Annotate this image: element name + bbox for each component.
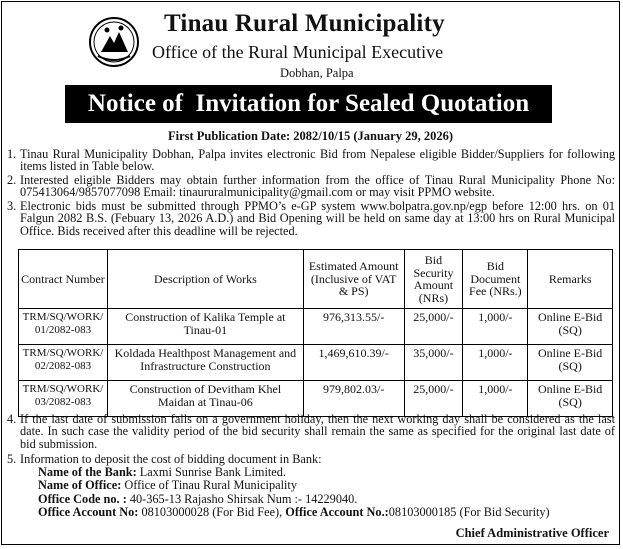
remarks: Online E-Bid (SQ) bbox=[528, 381, 613, 417]
office-name-label: Name of Office: bbox=[38, 478, 122, 492]
document-fee: 1,000/- bbox=[463, 309, 528, 345]
account-fee-value: 08103000028 (For Bid Fee), bbox=[138, 505, 286, 519]
remarks: Online E-Bid (SQ) bbox=[528, 345, 613, 381]
header-remarks: Remarks bbox=[528, 250, 613, 309]
paragraph-text: Electronic bids must be submitted through PPMO’s e-GP system www.bolpatra.gov.np/egp before 12:00 hrs. on 01 Falgun 2082 B.S. (Febuary 13, 2026 A.D.) and Bid Opening will be held on same day at 13:00 hrs on Rural Municipal Office. Bids received after this deadline will be rejected. bbox=[20, 199, 615, 238]
document-fee: 1,000/- bbox=[463, 381, 528, 417]
quotation-table bbox=[18, 249, 613, 417]
publication-date: First Publication Date: 2082/10/15 (January 29, 2026) bbox=[167, 129, 454, 143]
paragraph-text: Tinau Rural Municipality Dobhan, Palpa invites electronic Bid from Nepalese eligible Bidder/Suppliers for following items listed in Table below. bbox=[20, 147, 615, 174]
document-fee: 1,000/- bbox=[463, 345, 528, 381]
paragraph-text: If the last date of submission falls on a government holiday, then the next working day shall be considered as the last date. In such case the validity period of the bid security shall remain the same as specified for the original last date of bid submission. bbox=[20, 412, 615, 451]
paragraph-number: 4. bbox=[7, 412, 17, 426]
office-code-value: 40-365-13 Rajasho Shirsak Num :- 14229040. bbox=[126, 492, 358, 506]
remarks: Online E-Bid (SQ) bbox=[528, 309, 613, 345]
table-header-row bbox=[19, 250, 613, 309]
office-name-line bbox=[38, 479, 297, 493]
nepal-government-emblem-icon bbox=[88, 16, 140, 68]
paragraph-number: 2. bbox=[7, 173, 17, 187]
estimated-amount: 1,469,610.39/- bbox=[303, 345, 404, 381]
contract-number: TRM/SQ/WORK/ 02/2082-083 bbox=[19, 345, 108, 381]
paragraph-text: Information to deposit the cost of bidding document in Bank: bbox=[20, 452, 322, 466]
table-row bbox=[19, 309, 613, 345]
account-fee-label: Office Account No: bbox=[38, 505, 139, 519]
header-estimated-amount: Estimated Amount (Inclusive of VAT & PS) bbox=[303, 250, 404, 309]
paragraph-number: 3. bbox=[7, 199, 17, 213]
account-security-label: Office Account No.: bbox=[285, 505, 389, 519]
estimated-amount: 976,313.55/- bbox=[303, 309, 404, 345]
paragraph-2 bbox=[7, 173, 615, 200]
paragraph-4 bbox=[7, 412, 615, 451]
bank-name-label: Name of the Bank: bbox=[38, 465, 137, 479]
office-name: Office of the Rural Municipal Executive bbox=[152, 42, 444, 62]
header-bid-security: Bid Security Amount (NRs) bbox=[404, 250, 463, 309]
paragraph-number: 1. bbox=[7, 147, 17, 161]
header-contract-number: Contract Number bbox=[19, 250, 108, 309]
account-line bbox=[38, 506, 550, 520]
paragraph-1 bbox=[7, 147, 615, 174]
notice-page bbox=[1, 1, 620, 545]
header-description: Description of Works bbox=[107, 250, 303, 309]
paragraph-text: Interested eligible Bidders may obtain further information from the office of Tinau Rural Municipality Phone No: 075413064/9857077098 Email: tinaururalmunicipality@gmail.com or may visit PPMO website. bbox=[20, 173, 615, 200]
bid-security-amount: 35,000/- bbox=[404, 345, 463, 381]
office-name-value: Office of Tinau Rural Municipality bbox=[121, 478, 297, 492]
bank-name-value: Laxmi Sunrise Bank Limited. bbox=[136, 465, 286, 479]
header-document-fee: Bid Document Fee (NRs.) bbox=[463, 250, 528, 309]
contract-number: TRM/SQ/WORK/ 03/2082-083 bbox=[19, 381, 108, 417]
signatory-title: Chief Administrative Officer bbox=[455, 526, 609, 540]
paragraph-number: 5. bbox=[7, 452, 17, 466]
bid-security-amount: 25,000/- bbox=[404, 309, 463, 345]
bid-security-amount: 25,000/- bbox=[404, 381, 463, 417]
work-description: Koldada Healthpost Management and Infrastructure Construction bbox=[107, 345, 303, 381]
work-description: Construction of Devitham Khel Maidan at Tinau-06 bbox=[107, 381, 303, 417]
notice-title: Notice of Invitation for Sealed Quotation bbox=[65, 85, 552, 123]
account-security-value: 08103000185 (For Bid Security) bbox=[388, 505, 550, 519]
municipality-name: Tinau Rural Municipality bbox=[164, 10, 445, 37]
estimated-amount: 979,802.03/- bbox=[303, 381, 404, 417]
paragraph-5 bbox=[7, 452, 615, 466]
work-description: Construction of Kalika Temple at Tinau-01 bbox=[107, 309, 303, 345]
table-row bbox=[19, 345, 613, 381]
paragraph-3 bbox=[7, 199, 615, 238]
office-code-label: Office Code no. : bbox=[38, 492, 127, 506]
contract-number: TRM/SQ/WORK/ 01/2082-083 bbox=[19, 309, 108, 345]
office-location: Dobhan, Palpa bbox=[280, 66, 354, 80]
